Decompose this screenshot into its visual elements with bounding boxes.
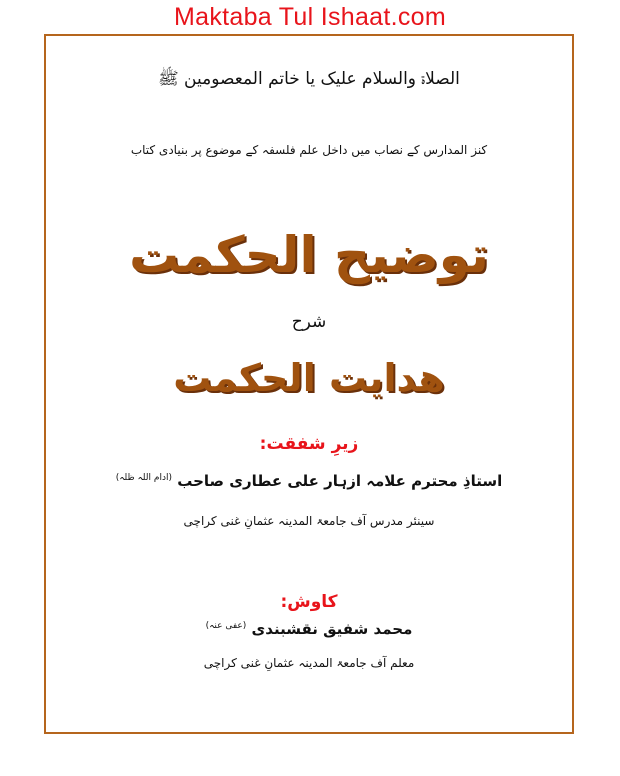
author-role: معلم آف جامعۃ المدینہ عثمانِ غنی کراچی	[203, 656, 415, 670]
main-title: توضیح الحکمت	[129, 226, 489, 284]
supervisor-line	[46, 472, 572, 490]
title-page-frame	[44, 34, 574, 734]
supervisor-role: سینئر مدرس آف جامعۃ المدینہ عثمانِ غنی کراچی	[183, 514, 435, 528]
supervisor-honorific: (ادام اللہ ظلہ)	[115, 473, 172, 483]
effort-label: کاوش:	[280, 592, 338, 612]
author-line	[46, 620, 572, 638]
supervision-label: زیرِ شفقت:	[259, 434, 359, 454]
author-name: محمد شفیق نقشبندی	[251, 620, 413, 638]
book-title: ھدایت الحکمت	[173, 356, 445, 400]
salutation-line: الصلاۃ والسلام علیک یا خاتم المعصومین ﷺ	[158, 69, 460, 89]
author-honorific: (عفی عنہ)	[205, 621, 247, 631]
subtitle-line: کنز المدارس کے نصاب میں داخل علم فلسفہ کے موضوع پر بنیادی کتاب	[130, 143, 488, 157]
supervisor-name: استاذِ محترم علامہ ازہار علی عطاری صاحب	[177, 472, 503, 490]
sharh-label: شرح	[291, 312, 327, 332]
watermark-text: Maktaba Tul Ishaat.com	[173, 3, 446, 31]
